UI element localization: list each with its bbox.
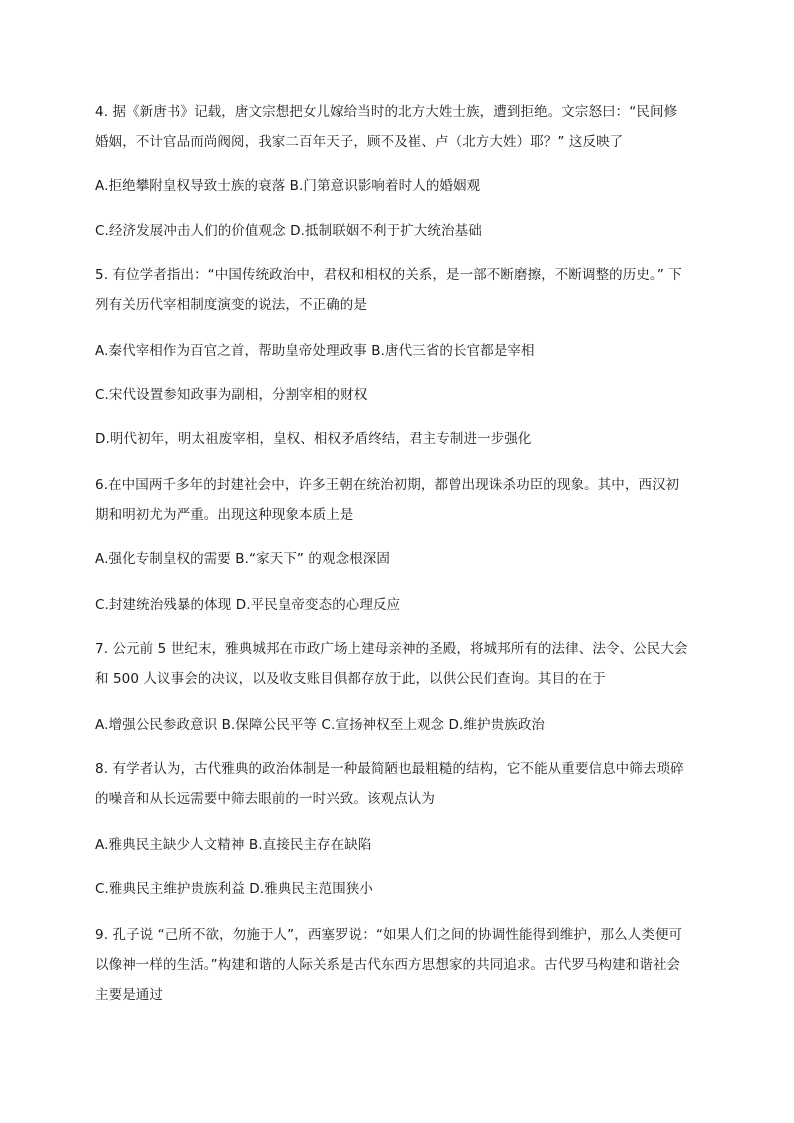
question-5-option-d: D.明代初年，明太祖废宰相，皇权、相权矛盾终结，君主专制进一步强化 [95,431,532,447]
question-7-stem-line-2: 和 500 人议事会的决议，以及收支账目俱都存放于此，以供公民们查询。其目的在于 [95,671,606,687]
question-8-stem-line-1: 8. 有学者认为，古代雅典的政治体制是一种最简陋也最粗糙的结构，它不能从重要信息中筛去琐碎 [95,761,684,777]
question-4-options-cd: C.经济发展冲击人们的价值观念 D.抵制联姻不利于扩大统治基础 [95,223,482,239]
question-8-options-cd: C.雅典民主维护贵族利益 D.雅典民主范围狭小 [95,881,373,897]
question-5-stem-line-2: 列有关历代宰相制度演变的说法，不正确的是 [95,297,367,313]
question-4-options-ab: A.拒绝攀附皇权导致士族的衰落 B.门第意识影响着时人的婚姻观 [95,178,481,194]
question-6-stem-line-1: 6.在中国两千多年的封建社会中，许多王朝在统治初期，都曾出现诛杀功臣的现象。其中，西汉初 [95,477,680,493]
question-9-stem-line-3: 主要是通过 [95,987,163,1003]
question-7-options: A.增强公民参政意识 B.保障公民平等 C.宣扬神权至上观念 D.维护贵族政治 [95,717,546,733]
question-5-stem-line-1: 5. 有位学者指出：“中国传统政治中，君权和相权的关系，是一部不断磨擦，不断调整的历史。” 下 [95,267,682,283]
question-5-options-ab: A.秦代宰相作为百官之首，帮助皇帝处理政事 B.唐代三省的长官都是宰相 [95,343,535,359]
question-5-option-c: C.宋代设置参知政事为副相，分割宰相的财权 [95,387,368,403]
question-9-stem-line-2: 以像神一样的生活。”构建和谐的人际关系是古代东西方思想家的共同追求。古代罗马构建和谐社会 [95,957,681,973]
question-8-stem-line-2: 的噪音和从长远需要中筛去眼前的一时兴致。该观点认为 [95,791,435,807]
question-4-stem-line-2: 婚姻，不计官品而尚阀阅，我家二百年天子，顾不及崔、卢（北方大姓）耶？” 这反映了 [95,134,624,150]
question-8-options-ab: A.雅典民主缺少人文精神 B.直接民主存在缺陷 [95,837,372,853]
question-7-stem-line-1: 7. 公元前 5 世纪末，雅典城邦在市政广场上建母亲神的圣殿，将城邦所有的法律、法令、公民大会 [95,641,688,657]
question-9-stem-line-1: 9. 孔子说 “己所不欲，勿施于人”，西塞罗说：“如果人们之间的协调性能得到维护，那么人类便可 [95,927,683,943]
question-6-options-ab: A.强化专制皇权的需要 B.“家天下” 的观念根深固 [95,551,391,567]
question-6-stem-line-2: 期和明初尤为严重。出现这种现象本质上是 [95,507,354,523]
question-4-stem-line-1: 4. 据《新唐书》记载，唐文宗想把女儿嫁给当时的北方大姓士族，遭到拒绝。文宗怒曰：“民间修 [95,104,678,120]
question-6-options-cd: C.封建统治残暴的体现 D.平民皇帝变态的心理反应 [95,597,401,613]
